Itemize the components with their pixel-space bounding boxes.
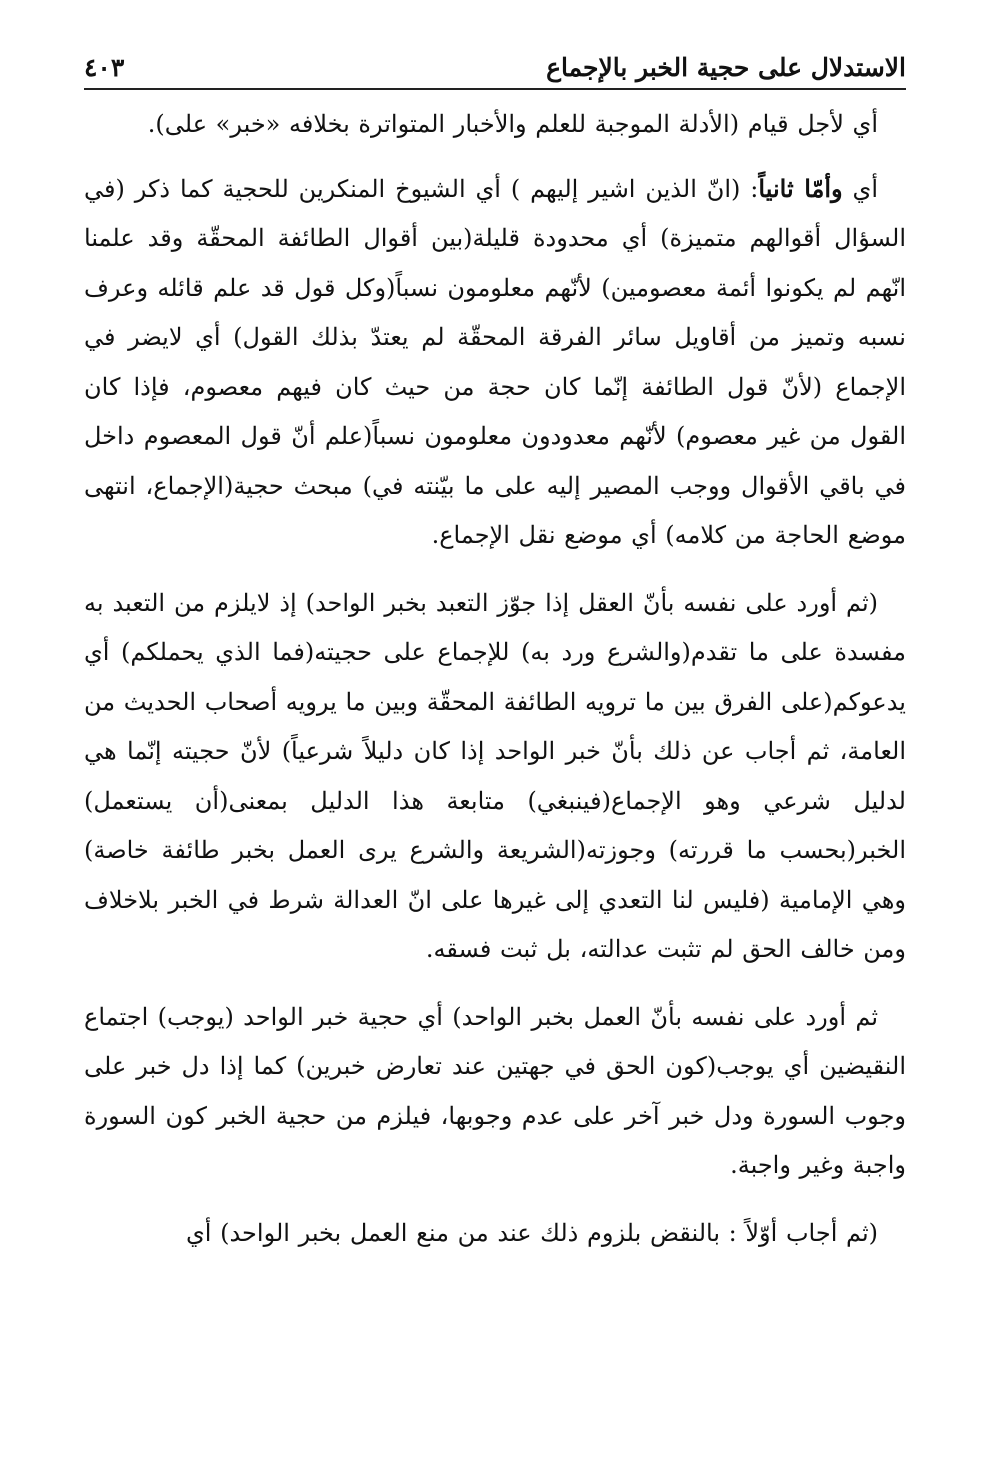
paragraph-2	[84, 164, 906, 561]
paragraph-1	[84, 100, 906, 150]
paragraph-5-text: (ثم أجاب أوّلاً : بالنقض بلزوم ذلك عند من منع العمل بخبر الواحد) أي	[186, 1218, 878, 1247]
running-header	[84, 36, 906, 90]
paragraph-4	[84, 993, 906, 1191]
paragraph-3	[84, 579, 906, 975]
paragraph-2-lead: أي	[842, 174, 878, 203]
book-page	[84, 36, 906, 1258]
body-text	[84, 100, 906, 1258]
paragraph-3-text: (ثم أورد على نفسه بأنّ العقل إذا جوّز التعبد بخبر الواحد) إذ لايلزم من التعبد به مفسدة على ما تقدم(والشرع ورد به) للإجماع على حجيته(فما الذي يحملكم) أي يدعوكم(على الفرق بين ما ترويه الطائفة المحقّة وبين ما يرويه أصحاب الحديث من العامة، ثم أجاب عن ذلك بأنّ خبر الواحد إذا كان دليلاً شرعياً) لأنّ حجيته إنّما هي لدليل شرعي وهو الإجماع(فينبغي) متابعة هذا الدليل بمعنى(أن يستعمل) الخبر(بحسب ما قررته) وجوزته(الشريعة والشرع يرى العمل بخبر طائفة خاصة) وهي الإمامية (فليس لنا التعدي إلى غيرها على انّ العدالة شرط في الخبر بلاخلاف ومن خالف الحق لم تثبت عدالته، بل ثبت فسقه.	[84, 588, 907, 963]
running-title: الاستدلال على حجية الخبر بالإجماع	[546, 53, 906, 82]
paragraph-1-text: أي لأجل قيام (الأدلة الموجبة للعلم والأخبار المتواترة بخلافه «خبر» على).	[147, 110, 878, 138]
paragraph-2-heading: وأمّا ثانياً	[758, 173, 843, 203]
page-number: ٤٠٣	[84, 53, 125, 82]
paragraph-4-text: ثم أورد على نفسه بأنّ العمل بخبر الواحد) أي حجية خبر الواحد (يوجب) اجتماع النقيضين أي يوجب(كون الحق في جهتين عند تعارض خبرين) كما إذا دل خبر على وجوب السورة ودل خبر آخر على عدم وجوبها، فيلزم من حجية الخبر كون السورة واجبة وغير واجبة.	[84, 1002, 906, 1179]
paragraph-2-text: : (انّ الذين اشير إليهم ) أي الشيوخ المنكرين للحجية كما ذكر (في السؤال أقوالهم متميزة) أي محدودة قليلة(بين أقوال الطائفة المحقّة وقد علمنا انّهم لم يكونوا أئمة معصومين) لأنّهم معلومون نسباً(وكل قول قد علم قائله وعرف نسبه وتميز من أقاويل سائر الفرقة المحقّة لم يعتدّ بذلك القول) أي لايضر في الإجماع (لأنّ قول الطائفة إنّما كان حجة من حيث كان فيهم معصوم، فإذا كان القول من غير معصوم) لأنّهم معدودون معلومون نسباً(علم أنّ قول المعصوم داخل في باقي الأقوال ووجب المصير إليه على ما بيّنته في) مبحث حجية(الإجماع، انتهى موضع الحاجة من كلامه) أي موضع نقل الإجماع.	[84, 174, 906, 549]
paragraph-5	[84, 1209, 906, 1259]
